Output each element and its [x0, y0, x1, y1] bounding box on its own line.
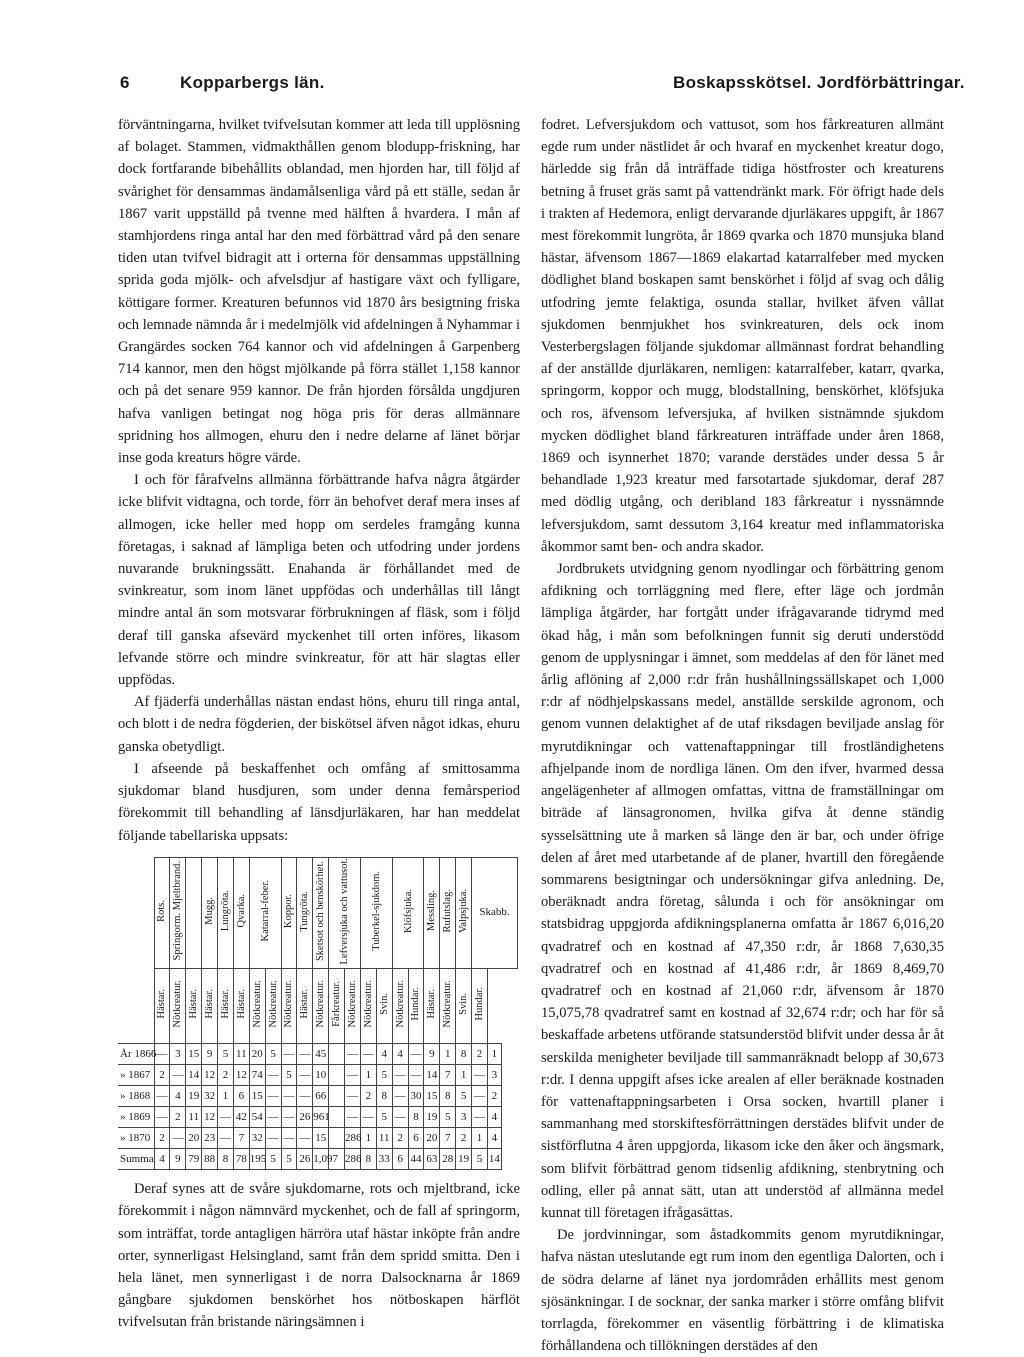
- table-header-cell: Mugg.: [202, 857, 218, 968]
- table-cell: [329, 1086, 345, 1107]
- table-cell: 78: [233, 1149, 249, 1170]
- table-cell: 286: [345, 1149, 361, 1170]
- table-cell: —: [154, 1086, 170, 1107]
- table-cell: —: [360, 1044, 376, 1065]
- table-header-cell: Nötkreatur.: [360, 969, 376, 1044]
- table-cell: —: [170, 1065, 186, 1086]
- table-cell: 45: [313, 1044, 329, 1065]
- table-cell: 6: [392, 1149, 408, 1170]
- table-cell: —: [154, 1044, 170, 1065]
- table-header-diseases: [118, 857, 518, 968]
- page-title-right: Boskapsskötsel. Jordförbättringar.: [673, 73, 965, 92]
- table-cell: 32: [202, 1086, 218, 1107]
- table-cell: 23: [202, 1128, 218, 1149]
- table-header-cell: Skabb.: [472, 857, 518, 968]
- table-cell: 14: [424, 1065, 440, 1086]
- table-cell: 3: [456, 1107, 472, 1128]
- table-cell: —: [472, 1065, 488, 1086]
- table-cell: 5: [265, 1149, 281, 1170]
- table-cell: 5: [218, 1044, 234, 1065]
- table-header-cell: Hästar.: [297, 969, 313, 1044]
- table-cell: 8: [456, 1044, 472, 1065]
- year-cell: År 1866: [118, 1044, 154, 1065]
- table-row: [118, 1044, 518, 1065]
- table-cell: —: [265, 1086, 281, 1107]
- table-cell: 4: [154, 1149, 170, 1170]
- paragraph: I afseende på beskaffenhet och omfång af smittosamma sjukdomar bland husdjuren, som under denna femårsperiod förekommit till behandling af länsdjurläkaren, har han meddelat följande tabellariska uppsats:: [118, 760, 520, 844]
- table-cell: 2: [154, 1065, 170, 1086]
- table-cell: 32: [249, 1128, 265, 1149]
- table-cell: 1: [456, 1065, 472, 1086]
- table-cell: 9: [170, 1149, 186, 1170]
- table-cell: 12: [202, 1107, 218, 1128]
- table-header-cell: Fårkreatur.: [329, 969, 345, 1044]
- table-header-cell: Nötkreatur.: [392, 969, 408, 1044]
- table-cell: 19: [456, 1149, 472, 1170]
- table-cell: 4: [376, 1044, 392, 1065]
- table-cell: 5: [281, 1149, 297, 1170]
- table-cell: 66: [313, 1086, 329, 1107]
- table-row: [118, 1128, 518, 1149]
- table-header-cell: Nötkreatur.: [345, 969, 361, 1044]
- table-cell: —: [345, 1044, 361, 1065]
- table-cell: 1,097: [313, 1149, 329, 1170]
- paragraph: De jordvinningar, som åstadkommits genom myrutdikningar, hafva nästan uteslutande egt rum inom den egentliga Dalorten, och i de södra delarne af länet nya jordområden erhållits mest genom sjösänkningar. I de socknar, der sanka marker i större omfång blifvit torrlagda, förekommer en väsentlig förbättring i de klimatiska förhållandena och tillökningen derstädes af den: [541, 1227, 944, 1355]
- table-header-cell: Svin.: [456, 969, 472, 1044]
- table-cell: 2: [487, 1086, 501, 1107]
- table-header-cell: Koppor.: [281, 857, 297, 968]
- table-cell: [329, 1065, 345, 1086]
- table-row: [118, 1086, 518, 1107]
- table-cell: 26: [297, 1149, 313, 1170]
- table-cell: 6: [233, 1086, 249, 1107]
- table-header-cell: Svin.: [376, 969, 392, 1044]
- table-cell: —: [297, 1128, 313, 1149]
- table-header-cell: Tungröta.: [297, 857, 313, 968]
- table-cell: 42: [233, 1107, 249, 1128]
- year-cell: » 1869: [118, 1107, 154, 1128]
- table-cell: 8: [218, 1149, 234, 1170]
- table-header-cell: Hästar.: [233, 969, 249, 1044]
- table-cell: —: [297, 1065, 313, 1086]
- table-cell: 1: [487, 1044, 501, 1065]
- table-cell: 5: [281, 1065, 297, 1086]
- table-cell: —: [265, 1065, 281, 1086]
- table-cell: 2: [392, 1128, 408, 1149]
- table-cell: —: [281, 1107, 297, 1128]
- table-header-cell: Nötkreatur.: [249, 969, 265, 1044]
- table-cell: 20: [249, 1044, 265, 1065]
- table-cell: 14: [186, 1065, 202, 1086]
- table-cell: 2: [472, 1044, 488, 1065]
- table-cell: 195: [249, 1149, 265, 1170]
- table-cell: 2: [360, 1086, 376, 1107]
- table-sum-row: [118, 1149, 518, 1170]
- year-cell: » 1867: [118, 1065, 154, 1086]
- table-cell: 15: [186, 1044, 202, 1065]
- table-cell: 2: [170, 1107, 186, 1128]
- table-cell: —: [218, 1128, 234, 1149]
- table-cell: 3: [170, 1044, 186, 1065]
- table-header-cell: Sketsot och benskörhet.: [313, 857, 329, 968]
- table-cell: 9: [424, 1044, 440, 1065]
- table-cell: 5: [440, 1107, 456, 1128]
- table-cell: 11: [186, 1107, 202, 1128]
- right-column: [541, 114, 944, 1357]
- table-cell: —: [392, 1065, 408, 1086]
- paragraph: fodret. Lefversjukdom och vattusot, som hos fårkreaturen allmänt egde rum under nästlidet år och hvaraf en myckenhet kreatur dogo, härledde sig från då inträffade tidiga höstfroster och kreaturens betning å fruset gräs samt på vattendränkt mark. För öfrigt hade dels i trakten af Hedemora, enligt dervarande djurläkares uppgift, år 1867 mest förekommit lungröta, år 1869 qvarka och 1870 munsjuka bland hästar, äfvensom 1867—1869 elakartad katarralfeber med mycken dödlighet bland boskapen samt benskörhet i följd af svag och dålig utfodring jemte felaktiga, osunda stallar, hvilket äfven vållat sjukdomen benmjukhet hos svinkreaturen, dels ock inom Vesterbergslagen följande sjukdomar allmännast fordrat behandling af der anställde djurläkaren, nemligen: katarralfeber, katarr, qvarka, springorm, koppor och mugg, blodstallning, benskörhet, klöfsjuka och ros, äfvensom lefversjuka, af hvilken sistnämnde sjukdom mycken dödlighet bland fårkreaturen inträffade under åren 1868, 1869 och isynnerhet 1870; varande derstädes under dessa 5 år behandlade 1,923 kreatur med farsotartade sjukdomar, deraf 287 med dödlig utgång, och deribland 183 fårkreatur i nyssnämnde lefversjukdom, samt dessutom 3,164 kreatur med inflammatoriska åkommor samt ben- och andra skador.: [541, 117, 944, 555]
- table-cell: 15: [249, 1086, 265, 1107]
- table-header-species: [118, 969, 518, 1044]
- table-cell: —: [392, 1107, 408, 1128]
- table-cell: 7: [233, 1128, 249, 1149]
- table-cell: —: [281, 1128, 297, 1149]
- table-cell: 4: [170, 1086, 186, 1107]
- table-cell: [329, 1128, 345, 1149]
- table-header-cell: Nötkreatur.: [281, 969, 297, 1044]
- table-cell: 11: [233, 1044, 249, 1065]
- year-cell: » 1870: [118, 1128, 154, 1149]
- table-header-cell: Hästar.: [154, 969, 170, 1044]
- table-header-cell: Rufutslag.: [440, 857, 456, 968]
- year-cell: » 1868: [118, 1086, 154, 1107]
- paragraph: Jordbrukets utvidgning genom nyodlingar och förbättring genom afdikning och torrläggning med flere, efter läge och jordmån lämpliga åtgärder, har fortgått under ifrågavarande tidrymd med ökad håg, i mån som befolkningen funnit sig deruti understödd genom de upplysningar i ämnet, som meddelas af den för länet med årlig aflöning af 2,000 r:dr från hushållningssällskapet och 1,000 r:dr af nödhjelpskassans medel, anställde serskilde agronom, och genom vunnen delaktighet af de utaf riksdagen beviljade anslag för myrutdikningar och vattenaftappningar till frostländighetens afhjelpande inom de nordliga länen. Om den ifver, hvarmed dessa angelägenheter af allmogen omfattas, vittna de framställningar om biträde af länsagronomen, hvilka gifva åt denne ständig sysselsättning ute å marken så länge den är bar, och under öfrige delen af året med utarbetande af de planer, hvartill den föregående sommarens besigtningar och undersökningar gifva anledning. De, oberäknadt andra företag, sålunda i och för ansökningar om statsbidrag uppgjorda afdikningsplanerna omfatta år 1867 6,016,20 qvadratref och en kostnad af 47,350 r:dr, år 1868 7,630,35 qvadratref och en kostnad af 41,486 r:dr, år 1869 8,469,70 qvadratref och en kostnad af 21,060 r:dr, äfvensom år 1870 15,075,78 qvadratref samt en kostnad af 32,674 r:dr; och har för så beskaffade arbetens utförande statsunderstöd blifvit under dessa år åt serskilda menigheter beviljade till sammanräknadt belopp af 30,673 r:dr. I denna uppgift afses icke arealen af eller beräknade kostnaden för vattenaftappningsarbeten i Orsa socken, hvartill planer i sammanhang med storskiftesförrättningen derstädes blifvit under de sistförflutna 4 åren uppgjorda, likasom icke den åker och ängsmark, som blifvit förbättrad genom tidsenlig afdikning, stenbrytning och odling, eller på annat sätt, utan att understöd af allmänna medel kunnat till företagen ifrågasättas.: [541, 561, 944, 1221]
- table-cell: 12: [202, 1065, 218, 1086]
- table-cell: 63: [424, 1149, 440, 1170]
- table-cell: —: [345, 1065, 361, 1086]
- table-cell: 54: [249, 1107, 265, 1128]
- left-column: [118, 114, 520, 1334]
- table-cell: [329, 1044, 345, 1065]
- table-cell: 14: [487, 1149, 501, 1170]
- table-header-cell: Tuberkel-sjukdom.: [360, 857, 392, 968]
- table-cell: 20: [424, 1128, 440, 1149]
- table-header-cell: Hästar.: [186, 969, 202, 1044]
- table-cell: 5: [376, 1065, 392, 1086]
- disease-table: [118, 857, 520, 1170]
- table-cell: 19: [186, 1086, 202, 1107]
- table-cell: —: [345, 1107, 361, 1128]
- table-header-cell: Nötkreatur.: [313, 969, 329, 1044]
- table-header-cell: Valpsjuka.: [456, 857, 472, 968]
- paragraph: Deraf synes att de svåre sjukdomarne, rots och mjeltbrand, icke förekommit i någon nämnvärd myckenhet, och de fall af springorm, som inträffat, torde antagligen härröra utaf hästar inköpte från andre orter, synnerligast Helsingland, samt från dem spridd smitta. Den i hela länet, men synnerligast i de norra Dalsocknarna år 1869 gångbare sjukdomen benskörhet hos nötboskapen härflöt tvifvelsutan från bristande näringsämnen i: [118, 1181, 520, 1331]
- table-row: [118, 1107, 518, 1128]
- table-header-cell: Hundar.: [472, 969, 488, 1044]
- table-header-cell: Nötkreatur.: [440, 969, 456, 1044]
- table-cell: 5: [376, 1107, 392, 1128]
- table-cell: 79: [186, 1149, 202, 1170]
- table-cell: 1: [440, 1044, 456, 1065]
- table-cell: 961: [313, 1107, 329, 1128]
- table-header-cell: Hästar.: [424, 969, 440, 1044]
- table-cell: 5: [265, 1044, 281, 1065]
- table-cell: 4: [392, 1044, 408, 1065]
- table-cell: 2: [456, 1128, 472, 1149]
- table-cell: 26: [297, 1107, 313, 1128]
- paragraph: Af fjäderfä underhållas nästan endast höns, ehuru till ringa antal, och blott i de nedra fögderien, der biskötsel äfven något idkas, ehuru ganska obetydligt.: [118, 694, 520, 755]
- table-cell: —: [360, 1107, 376, 1128]
- table-cell: 10: [313, 1065, 329, 1086]
- table-cell: 19: [424, 1107, 440, 1128]
- table-cell: 8: [360, 1149, 376, 1170]
- table-header-cell: Katarral-feber.: [249, 857, 281, 968]
- table-cell: 15: [424, 1086, 440, 1107]
- table-cell: 3: [487, 1065, 501, 1086]
- paragraph: I och för fårafvelns allmänna förbättrande hafva några åtgärder icke blifvit vidtagna, och torde, förr än behofvet deraf mera inses af allmogen, icke heller med hopp om serdeles framgång kunna företagas, i saknad af lämpliga beten och utfodring under jordens nuvarande brukningssätt. Enahanda är förhållandet med de svinkreatur, som inom länet uppfödas och underhållas till långt mindre antal än som motsvarar förbrukningen af fläsk, som i följd deraf till ganska afsevärd myckenhet till orten införes, likasom lefvande större och mindre svinkreatur, för att här slagtas eller uppfödas.: [118, 472, 520, 689]
- table-cell: 11: [376, 1128, 392, 1149]
- table-cell: 9: [202, 1044, 218, 1065]
- table-cell: 12: [233, 1065, 249, 1086]
- table-cell: 2: [218, 1065, 234, 1086]
- table-header-cell: Lungröta.: [218, 857, 234, 968]
- table-cell: 30: [408, 1086, 424, 1107]
- table-cell: 8: [440, 1086, 456, 1107]
- table-header-cell: Qvarka.: [233, 857, 249, 968]
- table-header-cell: Nötkreatur.: [265, 969, 281, 1044]
- table-cell: 8: [376, 1086, 392, 1107]
- table-cell: —: [170, 1128, 186, 1149]
- table-cell: 1: [360, 1065, 376, 1086]
- table-cell: 8: [408, 1107, 424, 1128]
- table-header-cell: Nötkreatur.: [170, 969, 186, 1044]
- table-cell: —: [218, 1107, 234, 1128]
- year-cell: Summa: [118, 1149, 154, 1170]
- table-cell: —: [281, 1044, 297, 1065]
- table-cell: 15: [313, 1128, 329, 1149]
- table-cell: 7: [440, 1065, 456, 1086]
- table-cell: —: [392, 1086, 408, 1107]
- table-header-cell: Rots.: [154, 857, 170, 968]
- table-cell: —: [408, 1065, 424, 1086]
- table-cell: 1: [472, 1128, 488, 1149]
- page-title-left: Kopparbergs län.: [180, 73, 325, 92]
- table-header-cell: Hästar.: [218, 969, 234, 1044]
- page-number: 6: [120, 73, 130, 92]
- paragraph: förväntningarna, hvilket tvifvelsutan kommer att leda till upplösning af bolaget. Stammen, vidmakthållen genom blodupp-friskning, har dock fortfarande bibehållits oblandad, men hjorden har, till följd af svårighet för densammas ändamålsenliga vård på ett ställe, sedan år 1867 varit uppställd på tvenne med hälften å hvardera. I mån af stamhjordens ringa antal har den med förbättrad vård på den senare tiden utan tvifvel bidragit att i orterna för densammas uppställning sprida goda mjölk- och afvelsdjur af hastigare växt och fylligare, köttigare former. Kreaturen befunnos vid 1870 års besigtning friska och lemnade nämnda år i medelmjölk vid afdelningen å Nyhammar i Grangärdes socken 764 kannor och vid afdelningen å Garpenberg 714 kannor, men den högst mjölkande på förra stället 1,158 kannor och på det senare 959 kannor. De från hjorden försålda ungdjuren hafva vanligen betingat nog höga pris för deras allmännare spridning hos allmogen, ehuru den i nedre delarne af länet börjar inse goda kreaturs högre värde.: [118, 117, 521, 467]
- table-cell: —: [472, 1086, 488, 1107]
- table-header-cell: Klöfsjuka.: [392, 857, 424, 968]
- table-header-cell: [186, 857, 202, 968]
- table-cell: 5: [456, 1086, 472, 1107]
- table-cell: —: [345, 1086, 361, 1107]
- table-header-cell: Hästar.: [202, 969, 218, 1044]
- table-cell: 88: [202, 1149, 218, 1170]
- table-cell: 2: [154, 1128, 170, 1149]
- table-header-cell: Hundar.: [408, 969, 424, 1044]
- table-cell: 74: [249, 1065, 265, 1086]
- table-cell: —: [281, 1086, 297, 1107]
- table-cell: 4: [487, 1107, 501, 1128]
- table-cell: 6: [408, 1128, 424, 1149]
- table-cell: —: [297, 1044, 313, 1065]
- table-cell: 5: [472, 1149, 488, 1170]
- table-cell: —: [154, 1107, 170, 1128]
- table-cell: 286: [345, 1128, 361, 1149]
- table-cell: —: [408, 1044, 424, 1065]
- table-row: [118, 1065, 518, 1086]
- table-cell: 7: [440, 1128, 456, 1149]
- table-cell: 20: [186, 1128, 202, 1149]
- table-cell: —: [265, 1107, 281, 1128]
- table-cell: 1: [360, 1128, 376, 1149]
- table-cell: —: [297, 1086, 313, 1107]
- table-cell: 28: [440, 1149, 456, 1170]
- table-cell: —: [265, 1128, 281, 1149]
- table-header-cell: Lefversjuka och vattusot.: [329, 857, 361, 968]
- table-header-cell: Messling.: [424, 857, 440, 968]
- table-header-cell: Springorm. Mjeltbrand.: [170, 857, 186, 968]
- table-cell: 33: [376, 1149, 392, 1170]
- table-cell: 44: [408, 1149, 424, 1170]
- table-cell: 1: [218, 1086, 234, 1107]
- table-cell: [329, 1107, 345, 1128]
- table-cell: 4: [487, 1128, 501, 1149]
- table-cell: —: [472, 1107, 488, 1128]
